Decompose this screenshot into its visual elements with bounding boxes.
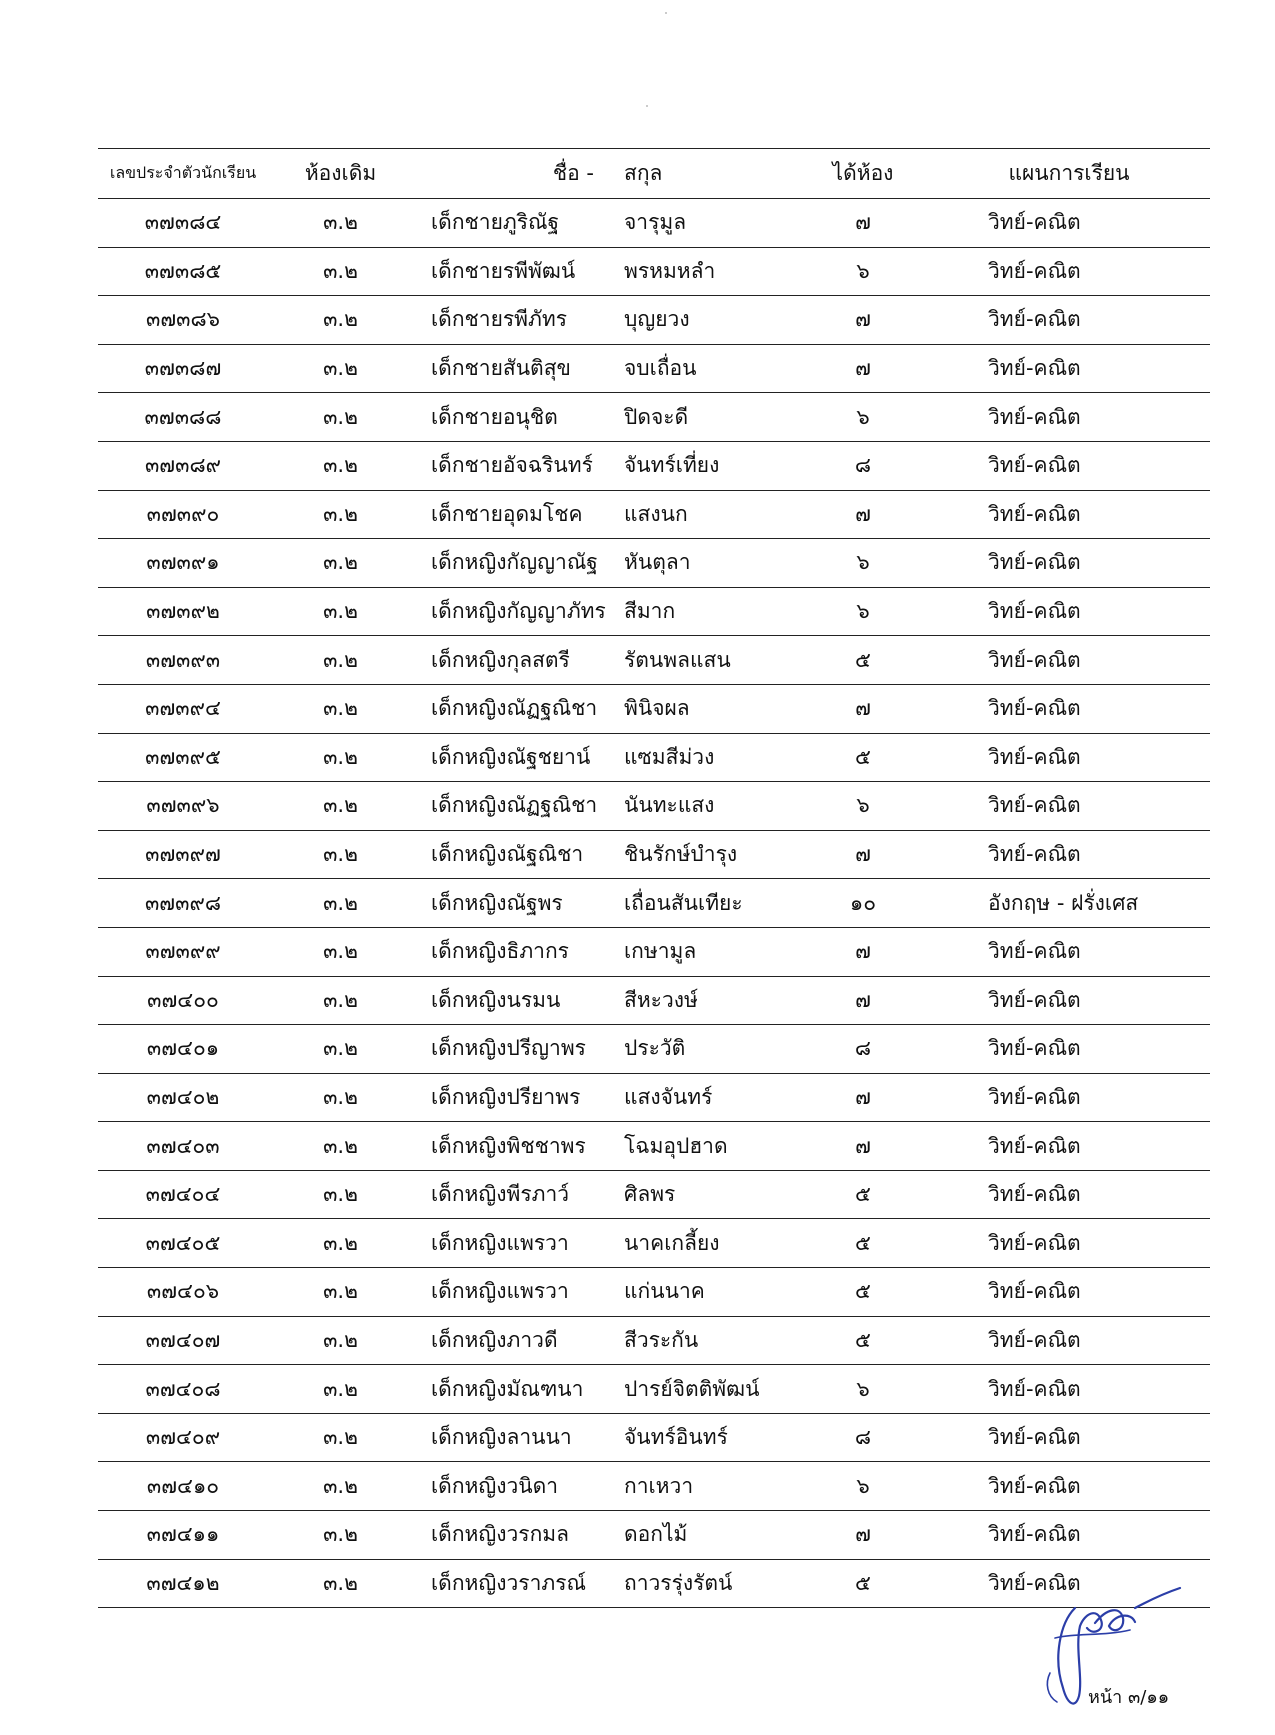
old-room-cell: ๓.๒ xyxy=(268,539,413,588)
table-body xyxy=(98,199,1210,1608)
table-row xyxy=(98,830,1210,879)
new-room-cell: ๗ xyxy=(798,830,928,879)
new-room-cell: ๗ xyxy=(798,927,928,976)
table-row xyxy=(98,441,1210,490)
old-room-cell: ๓.๒ xyxy=(268,296,413,345)
student-id-cell: ๓๗๔๐๖ xyxy=(98,1268,268,1317)
old-room-cell: ๓.๒ xyxy=(268,782,413,831)
new-room-cell: ๕ xyxy=(798,733,928,782)
table-row xyxy=(98,879,1210,928)
old-room-cell: ๓.๒ xyxy=(268,1413,413,1462)
table-row xyxy=(98,1268,1210,1317)
old-room-cell: ๓.๒ xyxy=(268,1316,413,1365)
study-plan-cell: วิทย์-คณิต xyxy=(928,1365,1210,1414)
study-plan-cell: วิทย์-คณิต xyxy=(928,976,1210,1025)
first-name-cell: เด็กหญิงลานนา xyxy=(413,1413,616,1462)
last-name-cell: สีหะวงษ์ xyxy=(616,976,798,1025)
last-name-cell: จบเถื่อน xyxy=(616,344,798,393)
last-name-cell: ถาวรรุ่งรัตน์ xyxy=(616,1559,798,1608)
table-row xyxy=(98,684,1210,733)
old-room-cell: ๓.๒ xyxy=(268,1365,413,1414)
student-id-cell: ๓๗๓๙๕ xyxy=(98,733,268,782)
old-room-cell: ๓.๒ xyxy=(268,393,413,442)
study-plan-cell: วิทย์-คณิต xyxy=(928,1413,1210,1462)
scan-speck xyxy=(665,12,667,14)
last-name-cell: ดอกไม้ xyxy=(616,1511,798,1560)
new-room-cell: ๗ xyxy=(798,1511,928,1560)
study-plan-cell: วิทย์-คณิต xyxy=(928,1122,1210,1171)
study-plan-cell: วิทย์-คณิต xyxy=(928,1170,1210,1219)
first-name-cell: เด็กชายภูริณัฐ xyxy=(413,199,616,248)
old-room-cell: ๓.๒ xyxy=(268,733,413,782)
study-plan-cell: วิทย์-คณิต xyxy=(928,684,1210,733)
col-header-last-name: สกุล xyxy=(616,149,798,199)
first-name-cell: เด็กชายอัจฉรินทร์ xyxy=(413,441,616,490)
old-room-cell: ๓.๒ xyxy=(268,976,413,1025)
last-name-cell: หันตุลา xyxy=(616,539,798,588)
col-header-student-id: เลขประจำตัวนักเรียน xyxy=(98,149,268,199)
first-name-cell: เด็กหญิงณัฐพร xyxy=(413,879,616,928)
last-name-cell: ปารย์จิตติพัฒน์ xyxy=(616,1365,798,1414)
study-plan-cell: วิทย์-คณิต xyxy=(928,1268,1210,1317)
study-plan-cell: วิทย์-คณิต xyxy=(928,1219,1210,1268)
first-name-cell: เด็กหญิงแพรวา xyxy=(413,1219,616,1268)
first-name-cell: เด็กชายอุดมโชค xyxy=(413,490,616,539)
table-row xyxy=(98,1219,1210,1268)
table-row xyxy=(98,296,1210,345)
first-name-cell: เด็กหญิงณัฏฐณิชา xyxy=(413,684,616,733)
first-name-cell: เด็กหญิงภาวดี xyxy=(413,1316,616,1365)
student-id-cell: ๓๗๔๐๑ xyxy=(98,1025,268,1074)
table-row xyxy=(98,1413,1210,1462)
last-name-cell: นาคเกลี้ยง xyxy=(616,1219,798,1268)
col-header-old-room: ห้องเดิม xyxy=(268,149,413,199)
study-plan-cell: วิทย์-คณิต xyxy=(928,1025,1210,1074)
last-name-cell: ปิดจะดี xyxy=(616,393,798,442)
last-name-cell: จารุมูล xyxy=(616,199,798,248)
student-id-cell: ๓๗๓๘๔ xyxy=(98,199,268,248)
first-name-cell: เด็กหญิงกุลสตรี xyxy=(413,636,616,685)
old-room-cell: ๓.๒ xyxy=(268,1170,413,1219)
old-room-cell: ๓.๒ xyxy=(268,830,413,879)
old-room-cell: ๓.๒ xyxy=(268,441,413,490)
new-room-cell: ๖ xyxy=(798,1462,928,1511)
study-plan-cell: วิทย์-คณิต xyxy=(928,1462,1210,1511)
table-row xyxy=(98,636,1210,685)
last-name-cell: แสงจันทร์ xyxy=(616,1073,798,1122)
first-name-cell: เด็กหญิงวนิดา xyxy=(413,1462,616,1511)
student-id-cell: ๓๗๔๐๐ xyxy=(98,976,268,1025)
study-plan-cell: วิทย์-คณิต xyxy=(928,587,1210,636)
student-id-cell: ๓๗๓๘๘ xyxy=(98,393,268,442)
table-row xyxy=(98,490,1210,539)
table-row xyxy=(98,1073,1210,1122)
first-name-cell: เด็กหญิงณัฏฐณิชา xyxy=(413,782,616,831)
last-name-cell: พินิจผล xyxy=(616,684,798,733)
last-name-cell: สีมาก xyxy=(616,587,798,636)
study-plan-cell: วิทย์-คณิต xyxy=(928,296,1210,345)
last-name-cell: ศิลพร xyxy=(616,1170,798,1219)
last-name-cell: เกษามูล xyxy=(616,927,798,976)
last-name-cell: สีวระกัน xyxy=(616,1316,798,1365)
last-name-cell: กาเหวา xyxy=(616,1462,798,1511)
new-room-cell: ๗ xyxy=(798,296,928,345)
last-name-cell: รัตนพลแสน xyxy=(616,636,798,685)
new-room-cell: ๗ xyxy=(798,684,928,733)
first-name-cell: เด็กหญิงกัญญาณัฐ xyxy=(413,539,616,588)
new-room-cell: ๑๐ xyxy=(798,879,928,928)
study-plan-cell: วิทย์-คณิต xyxy=(928,636,1210,685)
table-row xyxy=(98,927,1210,976)
new-room-cell: ๖ xyxy=(798,393,928,442)
first-name-cell: เด็กหญิงนรมน xyxy=(413,976,616,1025)
table-header-row xyxy=(98,149,1210,199)
student-id-cell: ๓๗๔๑๐ xyxy=(98,1462,268,1511)
new-room-cell: ๗ xyxy=(798,344,928,393)
first-name-cell: เด็กชายอนุชิต xyxy=(413,393,616,442)
study-plan-cell: วิทย์-คณิต xyxy=(928,1559,1210,1608)
new-room-cell: ๖ xyxy=(798,1365,928,1414)
old-room-cell: ๓.๒ xyxy=(268,1122,413,1171)
first-name-cell: เด็กหญิงแพรวา xyxy=(413,1268,616,1317)
study-plan-cell: วิทย์-คณิต xyxy=(928,1316,1210,1365)
first-name-cell: เด็กหญิงวรกมล xyxy=(413,1511,616,1560)
table-row xyxy=(98,1511,1210,1560)
first-name-cell: เด็กหญิงปรีญาพร xyxy=(413,1025,616,1074)
last-name-cell: โฉมอุปฮาด xyxy=(616,1122,798,1171)
first-name-cell: เด็กหญิงณัฐณิชา xyxy=(413,830,616,879)
new-room-cell: ๖ xyxy=(798,782,928,831)
table-row xyxy=(98,976,1210,1025)
table-row xyxy=(98,1025,1210,1074)
last-name-cell: จันทร์อินทร์ xyxy=(616,1413,798,1462)
col-header-first-name: ชื่อ - xyxy=(413,149,616,199)
new-room-cell: ๕ xyxy=(798,636,928,685)
last-name-cell: ประวัติ xyxy=(616,1025,798,1074)
table-row xyxy=(98,199,1210,248)
table-row xyxy=(98,733,1210,782)
table-row xyxy=(98,247,1210,296)
table-row xyxy=(98,539,1210,588)
new-room-cell: ๖ xyxy=(798,587,928,636)
last-name-cell: จันทร์เที่ยง xyxy=(616,441,798,490)
old-room-cell: ๓.๒ xyxy=(268,247,413,296)
old-room-cell: ๓.๒ xyxy=(268,879,413,928)
student-roster-table xyxy=(98,148,1210,1608)
study-plan-cell: วิทย์-คณิต xyxy=(928,927,1210,976)
old-room-cell: ๓.๒ xyxy=(268,636,413,685)
last-name-cell: ชินรักษ์บำรุง xyxy=(616,830,798,879)
study-plan-cell: วิทย์-คณิต xyxy=(928,830,1210,879)
student-id-cell: ๓๗๔๑๒ xyxy=(98,1559,268,1608)
student-id-cell: ๓๗๓๘๗ xyxy=(98,344,268,393)
table-row xyxy=(98,1122,1210,1171)
study-plan-cell: วิทย์-คณิต xyxy=(928,441,1210,490)
new-room-cell: ๕ xyxy=(798,1268,928,1317)
student-id-cell: ๓๗๔๐๕ xyxy=(98,1219,268,1268)
first-name-cell: เด็กหญิงพีรภาว์ xyxy=(413,1170,616,1219)
study-plan-cell: วิทย์-คณิต xyxy=(928,1073,1210,1122)
table-row xyxy=(98,1170,1210,1219)
new-room-cell: ๘ xyxy=(798,1413,928,1462)
scan-speck xyxy=(646,105,648,107)
student-id-cell: ๓๗๓๙๘ xyxy=(98,879,268,928)
old-room-cell: ๓.๒ xyxy=(268,344,413,393)
student-id-cell: ๓๗๓๙๔ xyxy=(98,684,268,733)
student-id-cell: ๓๗๓๘๙ xyxy=(98,441,268,490)
last-name-cell: แก่นนาค xyxy=(616,1268,798,1317)
new-room-cell: ๕ xyxy=(798,1170,928,1219)
student-id-cell: ๓๗๔๑๑ xyxy=(98,1511,268,1560)
last-name-cell: นันทะแสง xyxy=(616,782,798,831)
new-room-cell: ๕ xyxy=(798,1219,928,1268)
table-row xyxy=(98,344,1210,393)
student-id-cell: ๓๗๓๘๖ xyxy=(98,296,268,345)
study-plan-cell: วิทย์-คณิต xyxy=(928,1511,1210,1560)
table-row xyxy=(98,393,1210,442)
table-row xyxy=(98,1316,1210,1365)
old-room-cell: ๓.๒ xyxy=(268,587,413,636)
first-name-cell: เด็กชายรพีภัทร xyxy=(413,296,616,345)
new-room-cell: ๗ xyxy=(798,199,928,248)
new-room-cell: ๘ xyxy=(798,441,928,490)
new-room-cell: ๕ xyxy=(798,1559,928,1608)
study-plan-cell: วิทย์-คณิต xyxy=(928,733,1210,782)
new-room-cell: ๗ xyxy=(798,976,928,1025)
old-room-cell: ๓.๒ xyxy=(268,1073,413,1122)
first-name-cell: เด็กหญิงพิชชาพร xyxy=(413,1122,616,1171)
new-room-cell: ๘ xyxy=(798,1025,928,1074)
study-plan-cell: วิทย์-คณิต xyxy=(928,539,1210,588)
new-room-cell: ๖ xyxy=(798,539,928,588)
first-name-cell: เด็กหญิงวราภรณ์ xyxy=(413,1559,616,1608)
first-name-cell: เด็กหญิงกัญญาภัทร xyxy=(413,587,616,636)
page-number: หน้า ๓/๑๑ xyxy=(1088,1687,1170,1708)
study-plan-cell: อังกฤษ - ฝรั่งเศส xyxy=(928,879,1210,928)
study-plan-cell: วิทย์-คณิต xyxy=(928,393,1210,442)
table-row xyxy=(98,782,1210,831)
last-name-cell: แสงนก xyxy=(616,490,798,539)
old-room-cell: ๓.๒ xyxy=(268,1025,413,1074)
table-row xyxy=(98,587,1210,636)
first-name-cell: เด็กหญิงมัณฑนา xyxy=(413,1365,616,1414)
last-name-cell: บุญยวง xyxy=(616,296,798,345)
student-id-cell: ๓๗๓๙๖ xyxy=(98,782,268,831)
study-plan-cell: วิทย์-คณิต xyxy=(928,782,1210,831)
col-header-study-plan: แผนการเรียน xyxy=(928,149,1210,199)
old-room-cell: ๓.๒ xyxy=(268,199,413,248)
study-plan-cell: วิทย์-คณิต xyxy=(928,199,1210,248)
old-room-cell: ๓.๒ xyxy=(268,927,413,976)
student-id-cell: ๓๗๔๐๒ xyxy=(98,1073,268,1122)
student-id-cell: ๓๗๓๙๓ xyxy=(98,636,268,685)
student-id-cell: ๓๗๔๐๙ xyxy=(98,1413,268,1462)
new-room-cell: ๗ xyxy=(798,490,928,539)
col-header-new-room: ได้ห้อง xyxy=(798,149,928,199)
first-name-cell: เด็กหญิงณัฐชยาน์ xyxy=(413,733,616,782)
old-room-cell: ๓.๒ xyxy=(268,1268,413,1317)
student-id-cell: ๓๗๔๐๓ xyxy=(98,1122,268,1171)
old-room-cell: ๓.๒ xyxy=(268,1559,413,1608)
student-id-cell: ๓๗๔๐๘ xyxy=(98,1365,268,1414)
student-id-cell: ๓๗๓๙๑ xyxy=(98,539,268,588)
new-room-cell: ๗ xyxy=(798,1122,928,1171)
table-row xyxy=(98,1462,1210,1511)
student-id-cell: ๓๗๓๘๕ xyxy=(98,247,268,296)
table-row xyxy=(98,1365,1210,1414)
student-id-cell: ๓๗๓๙๗ xyxy=(98,830,268,879)
student-id-cell: ๓๗๔๐๔ xyxy=(98,1170,268,1219)
new-room-cell: ๕ xyxy=(798,1316,928,1365)
student-id-cell: ๓๗๔๐๗ xyxy=(98,1316,268,1365)
student-id-cell: ๓๗๓๙๒ xyxy=(98,587,268,636)
study-plan-cell: วิทย์-คณิต xyxy=(928,344,1210,393)
first-name-cell: เด็กชายสันติสุข xyxy=(413,344,616,393)
new-room-cell: ๖ xyxy=(798,247,928,296)
new-room-cell: ๗ xyxy=(798,1073,928,1122)
first-name-cell: เด็กหญิงปรียาพร xyxy=(413,1073,616,1122)
old-room-cell: ๓.๒ xyxy=(268,1462,413,1511)
first-name-cell: เด็กชายรพีพัฒน์ xyxy=(413,247,616,296)
old-room-cell: ๓.๒ xyxy=(268,684,413,733)
first-name-cell: เด็กหญิงธิภากร xyxy=(413,927,616,976)
old-room-cell: ๓.๒ xyxy=(268,490,413,539)
last-name-cell: พรหมหลำ xyxy=(616,247,798,296)
last-name-cell: เถื่อนสันเทียะ xyxy=(616,879,798,928)
study-plan-cell: วิทย์-คณิต xyxy=(928,490,1210,539)
student-id-cell: ๓๗๓๙๐ xyxy=(98,490,268,539)
old-room-cell: ๓.๒ xyxy=(268,1219,413,1268)
old-room-cell: ๓.๒ xyxy=(268,1511,413,1560)
study-plan-cell: วิทย์-คณิต xyxy=(928,247,1210,296)
last-name-cell: แซมสีม่วง xyxy=(616,733,798,782)
student-id-cell: ๓๗๓๙๙ xyxy=(98,927,268,976)
